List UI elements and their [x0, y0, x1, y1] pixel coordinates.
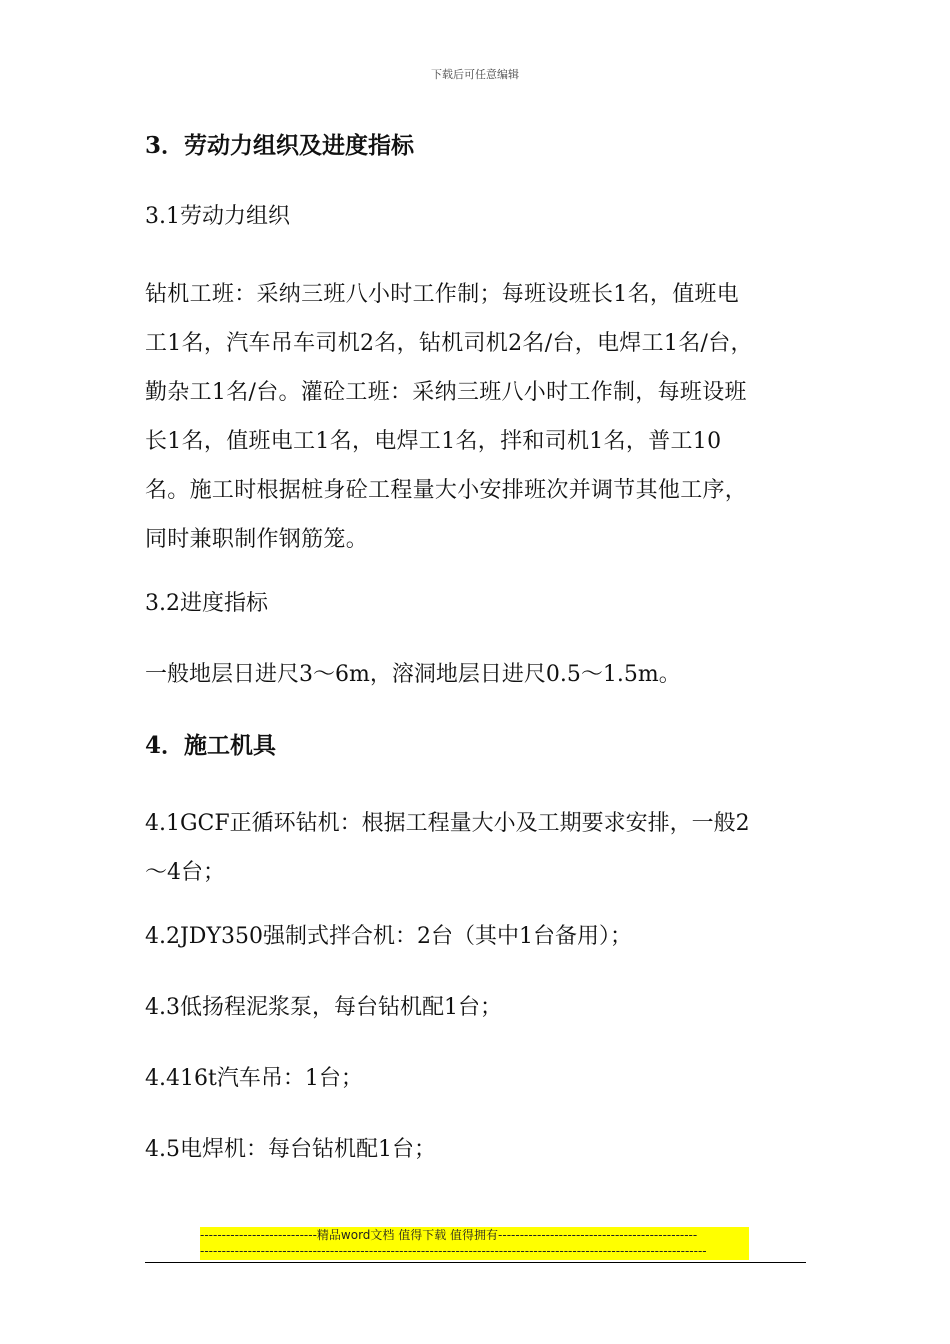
paragraph-line: 同时兼职制作钢筋笼。 [145, 527, 369, 552]
progress-indicator-text: 一般地层日进尺3～6m，溶洞地层日进尺0.5～1.5m。 [145, 662, 681, 687]
paragraph-line: 钻机工班：采纳三班八小时工作制；每班设班长1名，值班电 [145, 282, 740, 307]
footer-banner-line-2: --------------------------------------------------------------------------------------------------------------------- [200, 1244, 707, 1258]
paragraph-line: 工1名，汽车吊车司机2名，钻机司机2名/台，电焊工1名/台， [145, 331, 753, 356]
paragraph-line: 长1名，值班电工1名，电焊工1名，拌和司机1名，普工10 [145, 429, 722, 454]
document-body [145, 128, 810, 1203]
labor-organization-paragraph [145, 270, 810, 564]
paragraph-line: 勤杂工1名/台。灌砼工班：采纳三班八小时工作制，每班设班 [145, 380, 747, 405]
footer-banner-line-1: ---------------------------精品word文档 值得下载 值得拥有---------------------------------------------- [200, 1228, 698, 1242]
section-4-heading: 4．施工机具 [145, 732, 277, 759]
equipment-item-4-2: 4.2JDY350强制式拌合机：2台（其中1台备用）； [145, 924, 632, 949]
section-3-1-heading: 3.1劳动力组织 [145, 204, 290, 229]
section-3-2-heading: 3.2进度指标 [145, 591, 268, 616]
paragraph-line: 名。施工时根据桩身砼工程量大小安排班次并调节其他工序， [145, 478, 748, 503]
footer-divider [145, 1262, 806, 1263]
footer-banner [200, 1227, 749, 1260]
equipment-item-4-4: 4.416t汽车吊：1台； [145, 1066, 363, 1091]
equipment-item-4-1 [145, 799, 810, 897]
equipment-item-4-3: 4.3低扬程泥浆泵，每台钻机配1台； [145, 995, 502, 1020]
paragraph-line: 4.1GCF正循环钻机：根据工程量大小及工期要求安排，一般2 [145, 811, 750, 836]
page-header-note: 下载后可任意编辑 [431, 68, 519, 81]
paragraph-line: ～4台； [145, 860, 225, 885]
section-3-heading: 3．劳动力组织及进度指标 [145, 132, 415, 159]
equipment-item-4-5: 4.5电焊机：每台钻机配1台； [145, 1137, 436, 1162]
